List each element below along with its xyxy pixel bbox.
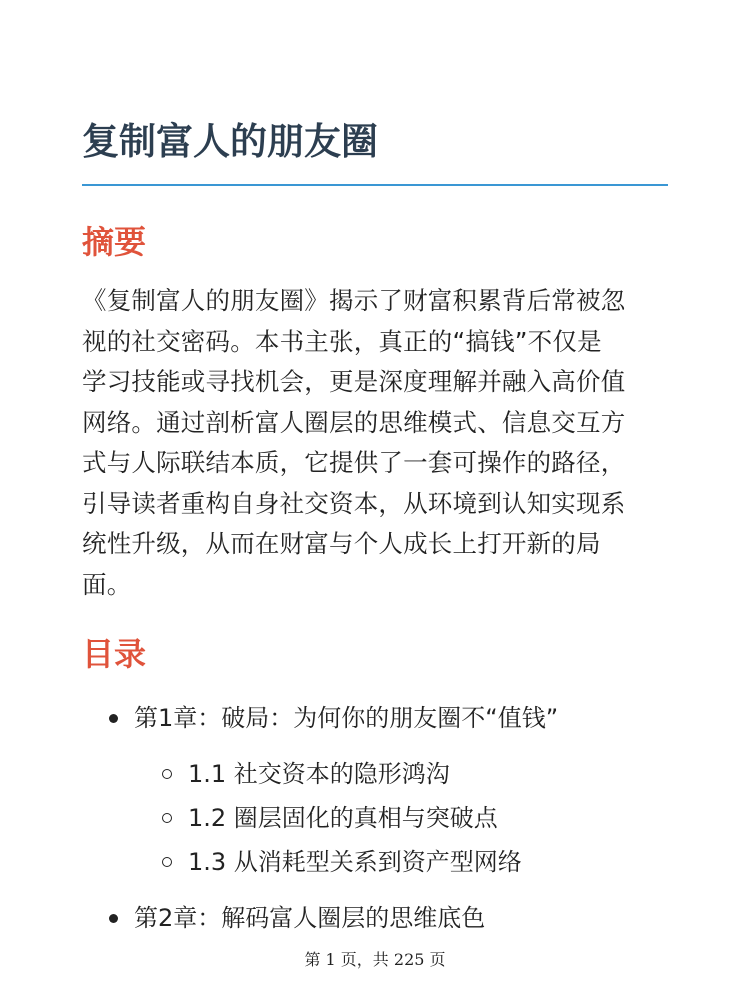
summary-line: 网络。通过剖析富人圈层的思维模式、信息交互方 <box>82 407 626 437</box>
toc-section-label: 1.2 圈层固化的真相与突破点 <box>188 804 498 832</box>
page-number: 第 1 页，共 225 页 <box>304 950 446 969</box>
summary-line: 学习技能或寻找机会，更是深度理解并融入高价值 <box>82 367 626 396</box>
toc-section-label: 1.3 从消耗型关系到资产型网络 <box>188 848 522 876</box>
bullet-disc-icon <box>109 914 118 923</box>
bullet-disc-icon <box>109 714 118 723</box>
toc-chapter-label: 第2章：解码富人圈层的思维底色 <box>134 904 486 932</box>
bullet-circle-icon <box>162 813 172 823</box>
toc-heading: 目录 <box>82 635 147 673</box>
document-page <box>82 0 668 1000</box>
bullet-circle-icon <box>162 769 172 779</box>
title-divider <box>82 184 668 186</box>
toc-section-label: 1.1 社交资本的隐形鸿沟 <box>188 760 450 788</box>
toc-chapter-label: 第1章：破局：为何你的朋友圈不“值钱” <box>134 704 559 732</box>
book-title: 复制富人的朋友圈 <box>82 120 378 163</box>
summary-line: 式与人际联结本质，它提供了一套可操作的路径， <box>82 448 626 477</box>
summary-line: 视的社交密码。本书主张，真正的“搞钱”不仅是 <box>82 326 602 356</box>
summary-paragraph <box>82 281 668 605</box>
bullet-circle-icon <box>162 857 172 867</box>
summary-line: 面。 <box>82 569 132 599</box>
summary-line: 《复制富人的朋友圈》揭示了财富积累背后常被忽 <box>82 286 626 315</box>
summary-heading: 摘要 <box>82 223 147 261</box>
summary-line: 统性升级，从而在财富与个人成长上打开新的局 <box>82 529 601 558</box>
summary-line: 引导读者重构自身社交资本，从环境到认知实现系 <box>82 488 626 518</box>
